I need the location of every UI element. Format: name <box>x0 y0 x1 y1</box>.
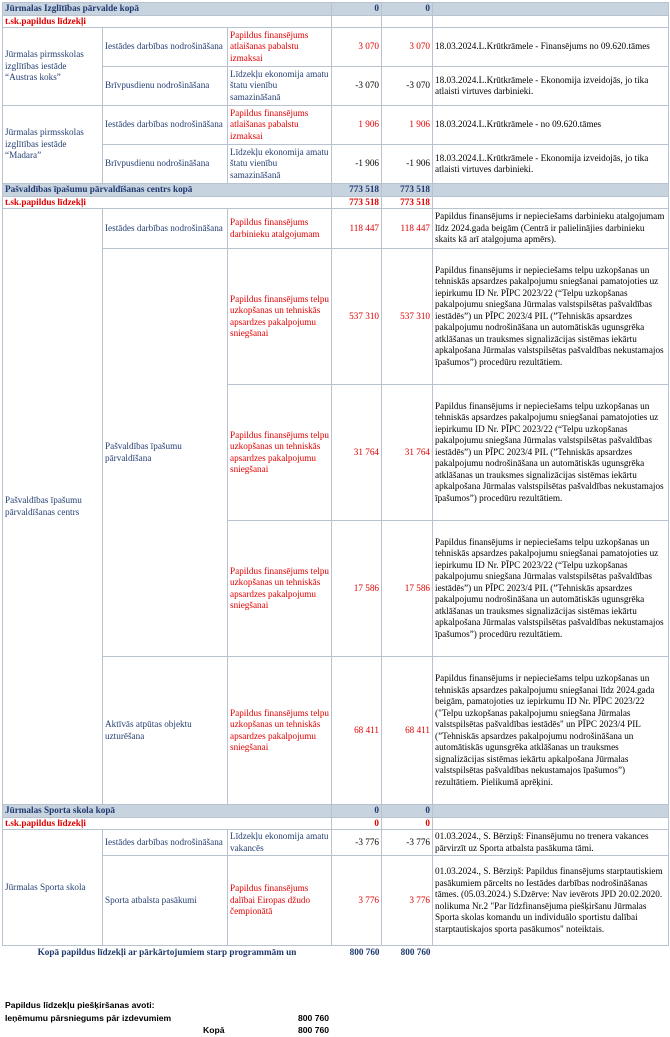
measure-cell: Līdzekļu ekonomija amatu vakancēs <box>228 830 332 856</box>
comment-cell: 18.03.2024.L.Krūtkrāmele - Finansējums no 09.620.tāmes <box>433 28 669 67</box>
measure-cell: Papildus finansējums atlaišanas pabalstu izmaksai <box>228 106 332 145</box>
program-cell: Iestādes darbības nodrošināšana <box>103 830 228 856</box>
amount-cell: 537 310 <box>332 249 382 385</box>
program-cell: Brīvpusdienu nodrošināšana <box>103 67 228 106</box>
institution-cell: Pašvaldības īpašumu pārvaldīšanas centrs <box>3 209 103 805</box>
institution-cell: Jūrmalas Sporta skola <box>3 830 103 946</box>
amount-cell: 3 776 <box>382 856 433 946</box>
amount-cell: 68 411 <box>332 657 382 805</box>
amount-cell: -1 906 <box>332 145 382 184</box>
section-total-value: 773 518 <box>332 184 382 197</box>
table-row <box>3 657 669 805</box>
amount-cell: -3 776 <box>332 830 382 856</box>
section-total-row <box>3 3 669 16</box>
section-total-label: Pašvaldības īpašumu pārvaldīšanas centrs kopā <box>3 184 332 197</box>
grand-total-row <box>3 946 669 960</box>
program-cell: Brīvpusdienu nodrošināšana <box>103 145 228 184</box>
comment-cell: 01.03.2024., S. Bērziņš: Finansējumu no trenera vakances pārvirzīt uz Sporta atbalsta pasākuma tāmi. <box>433 830 669 856</box>
program-cell: Iestādes darbības nodrošināšana <box>103 28 228 67</box>
measure-cell: Papildus finansējums darbinieku atalgojumam <box>228 209 332 249</box>
table-row <box>3 249 669 385</box>
program-cell: Aktīvās atpūtas objektu uzturēšana <box>103 657 228 805</box>
sources-heading: Papildus līdzekļu piešķiršanas avoti: <box>5 1000 155 1010</box>
amount-cell: 3 776 <box>332 856 382 946</box>
sources-total-label: Kopā <box>203 1025 225 1035</box>
grand-total-value: 800 760 <box>332 946 382 960</box>
amount-cell: 31 764 <box>382 385 433 521</box>
table-row <box>3 209 669 249</box>
section-sub-row <box>3 15 669 28</box>
table-row <box>3 106 669 145</box>
table-row <box>3 28 669 67</box>
amount-cell: -3 776 <box>382 830 433 856</box>
section-total-label: Jūrmalas Izglītības pārvalde kopā <box>3 3 332 16</box>
program-cell: Pašvaldības īpašumu pārvaldīšana <box>103 249 228 657</box>
sources-line-value: 800 760 <box>298 1013 330 1023</box>
sources-line-label: Ieņēmumu pārsniegums pār izdevumiem <box>5 1013 172 1023</box>
amount-cell: 537 310 <box>382 249 433 385</box>
amount-cell: 17 586 <box>382 521 433 657</box>
comment-cell: Papildus finansējums ir nepieciešams telpu uzkopšanas un tehniskās apsardzes pakalpojumu sniegšanai pamatojoties uz iepirkumu ID Nr. PĪPC 2023/22 (“Telpu uzkopšanas pakalpojumu sniegšana Jūrmalas valstspilsētas pašvaldības iestādēs”) un PĪPC 2023/4 PIL (”Tehniskās apsardzes pakalpojumu nodrošināšana un automātiskās ugunsgrēka atklāšanas un trauksmes signalizācijas sistēmas iekārtu apkalpošana Jūrmalas valstspilsētas pašvaldības nekustamajos īpašumos”) procedūru rezultātiem. <box>433 249 669 385</box>
comment-cell: Papildus finansējums ir nepieciešams telpu uzkopšanas un tehniskās apsardzes pakalpojumu sniegšanai pamatojoties uz iepirkumu ID Nr. PĪPC 2023/22 (“Telpu uzkopšanas pakalpojumu sniegšana Jūrmalas valstspilsētas pašvaldības iestādēs”) un PĪPC 2023/4 PIL (”Tehniskās apsardzes pakalpojumu nodrošināšana un automātiskās ugunsgrēka atklāšanas un trauksmes signalizācijas sistēmas iekārtu apkalpošana Jūrmalas valstspilsētas pašvaldības nekustamajos īpašumos”) procedūru rezultātiem. <box>433 385 669 521</box>
section-total-value: 0 <box>382 3 433 16</box>
comment-cell: Papildus finansējums ir nepieciešams telpu uzkopšanas un tehniskās apsardzes pakalpojumu sniegšanai pamatojoties uz iepirkumu ID Nr. PĪPC 2023/22 (“Telpu uzkopšanas pakalpojumu sniegšana Jūrmalas valstspilsētas pašvaldības iestādēs”) un PĪPC 2023/4 PIL (”Tehniskās apsardzes pakalpojumu nodrošināšana un automātiskās ugunsgrēka atklāšanas un trauksmes signalizācijas sistēmas iekārtu apkalpošana Jūrmalas valstspilsētas pašvaldības nekustamajos īpašumos”) procedūru rezultātiem. <box>433 521 669 657</box>
measure-cell: Papildus finansējums dalībai Eiropas džudo čempionātā <box>228 856 332 946</box>
table-row <box>3 145 669 184</box>
comment-cell: Papildus finansējums ir nepieciešams telpu uzkopšanas un tehniskās apsardzes pakalpojumu sniegšanai līdz 2024.gada beigām, pamatojoties uz iepirkumu ID Nr. PĪPC 2023/22 ("Telpu uzkopšanas pakalpojumu sniegšana Jūrmalas valstspilsētas pašvaldības iestādēs" un PĪPC 2023/4 PIL (”Tehniskās apsardzes pakalpojumu nodrošināšana un automātiskās ugunsgrēka atklāšanas un trauksmes signalizācijas sistēmas iekārtu apkalpošana Jūrmalas valstspilsētas pašvaldības nekustamajos īpašumos”) rezultātiem. Pielikumā aprēķini. <box>433 657 669 805</box>
section-sub-label: t.sk.papildus līdzekļi <box>3 817 332 830</box>
section-total-value: 0 <box>382 805 433 818</box>
section-total-row <box>3 184 669 197</box>
measure-cell: Papildus finansējums telpu uzkopšanas un tehniskās apsardzes pakalpojumu sniegšanai <box>228 385 332 521</box>
measure-cell: Papildus finansējums telpu uzkopšanas un tehniskās apsardzes pakalpojumu sniegšanai <box>228 657 332 805</box>
comment-cell: Papildus finansējums ir nepieciešams darbinieku atalgojumam līdz 2024.gada beigām (Centrā ir palielinājies darbinieku skaits kā arī atalgojuma apmērs). <box>433 209 669 249</box>
institution-cell: Jūrmalas pirmsskolas izglītības iestāde “Madara” <box>3 106 103 184</box>
amount-cell: 1 906 <box>332 106 382 145</box>
comment-cell: 18.03.2024.L.Krūtkrāmele - Ekonomija izveidojās, jo tika atlaisti virtuves darbinieki. <box>433 145 669 184</box>
program-cell: Iestādes darbības nodrošināšana <box>103 209 228 249</box>
amount-cell: 1 906 <box>382 106 433 145</box>
section-total-value: 0 <box>332 805 382 818</box>
amount-cell: 3 070 <box>382 28 433 67</box>
section-total-value: 0 <box>332 3 382 16</box>
comment-cell: 01.03.2024., S. Bērziņš: Papildus finansējums starptautiskiem pasākumiem pārcelts no Iestādes darbības nodrošināšanas tāmes. (05.03.2024.) S.Dzērve: Nav ievērots JPD 20.02.2020. nolikuma Nr.2 "Par līdzfinansējuma piešķiršanu Jūrmalas Sporta skolas komandu un individuālo sportistu dalībai starptautiskajos sporta pasākumos" noteiktais. <box>433 856 669 946</box>
section-sub-row: t.sk.papildus līdzekļi 0 0 <box>3 817 669 830</box>
program-cell: Sporta atbalsta pasākumi <box>103 856 228 946</box>
amount-cell: -3 070 <box>332 67 382 106</box>
comment-cell: 18.03.2024.L.Krūtkrāmele - no 09.620.tāmes <box>433 106 669 145</box>
amount-cell: 3 070 <box>332 28 382 67</box>
comment-cell: 18.03.2024.L.Krūtkrāmele - Ekonomija izveidojās, jo tika atlaisti virtuves darbinieki. <box>433 67 669 106</box>
program-cell: Iestādes darbības nodrošināšana <box>103 106 228 145</box>
section-total-value: 773 518 <box>382 184 433 197</box>
amount-cell: 31 764 <box>332 385 382 521</box>
amount-cell: -3 070 <box>382 67 433 106</box>
section-sub-label: t.sk.papildus līdzekļi <box>3 15 332 28</box>
budget-changes-table <box>2 2 669 960</box>
section-sub-row: t.sk.papildus līdzekļi 773 518 773 518 <box>3 196 669 209</box>
table-row <box>3 67 669 106</box>
institution-cell: Jūrmalas pirmsskolas izglītības iestāde “Austras koks” <box>3 28 103 106</box>
table-row <box>3 856 669 946</box>
amount-cell: -1 906 <box>382 145 433 184</box>
amount-cell: 118 447 <box>382 209 433 249</box>
grand-total-label: Kopā papildus līdzekļi ar pārkārtojumiem starp programmām un <box>3 946 332 960</box>
sources-total-value: 800 760 <box>298 1025 330 1035</box>
grand-total-value: 800 760 <box>382 946 433 960</box>
amount-cell: 118 447 <box>332 209 382 249</box>
measure-cell: Papildus finansējums telpu uzkopšanas un tehniskās apsardzes pakalpojumu sniegšanai <box>228 521 332 657</box>
amount-cell: 17 586 <box>332 521 382 657</box>
section-total-label: Jūrmalas Sporta skola kopā <box>3 805 332 818</box>
measure-cell: Līdzekļu ekonomija amatu štatu vienību samazināšanā <box>228 67 332 106</box>
amount-cell: 68 411 <box>382 657 433 805</box>
measure-cell: Papildus finansējums telpu uzkopšanas un tehniskās apsardzes pakalpojumu sniegšanai <box>228 249 332 385</box>
table-row <box>3 830 669 856</box>
section-sub-label: t.sk.papildus līdzekļi <box>3 196 332 209</box>
measure-cell: Līdzekļu ekonomija amatu štatu vienību samazināšanā <box>228 145 332 184</box>
section-total-row <box>3 805 669 818</box>
measure-cell: Papildus finansējums atlaišanas pabalstu izmaksai <box>228 28 332 67</box>
